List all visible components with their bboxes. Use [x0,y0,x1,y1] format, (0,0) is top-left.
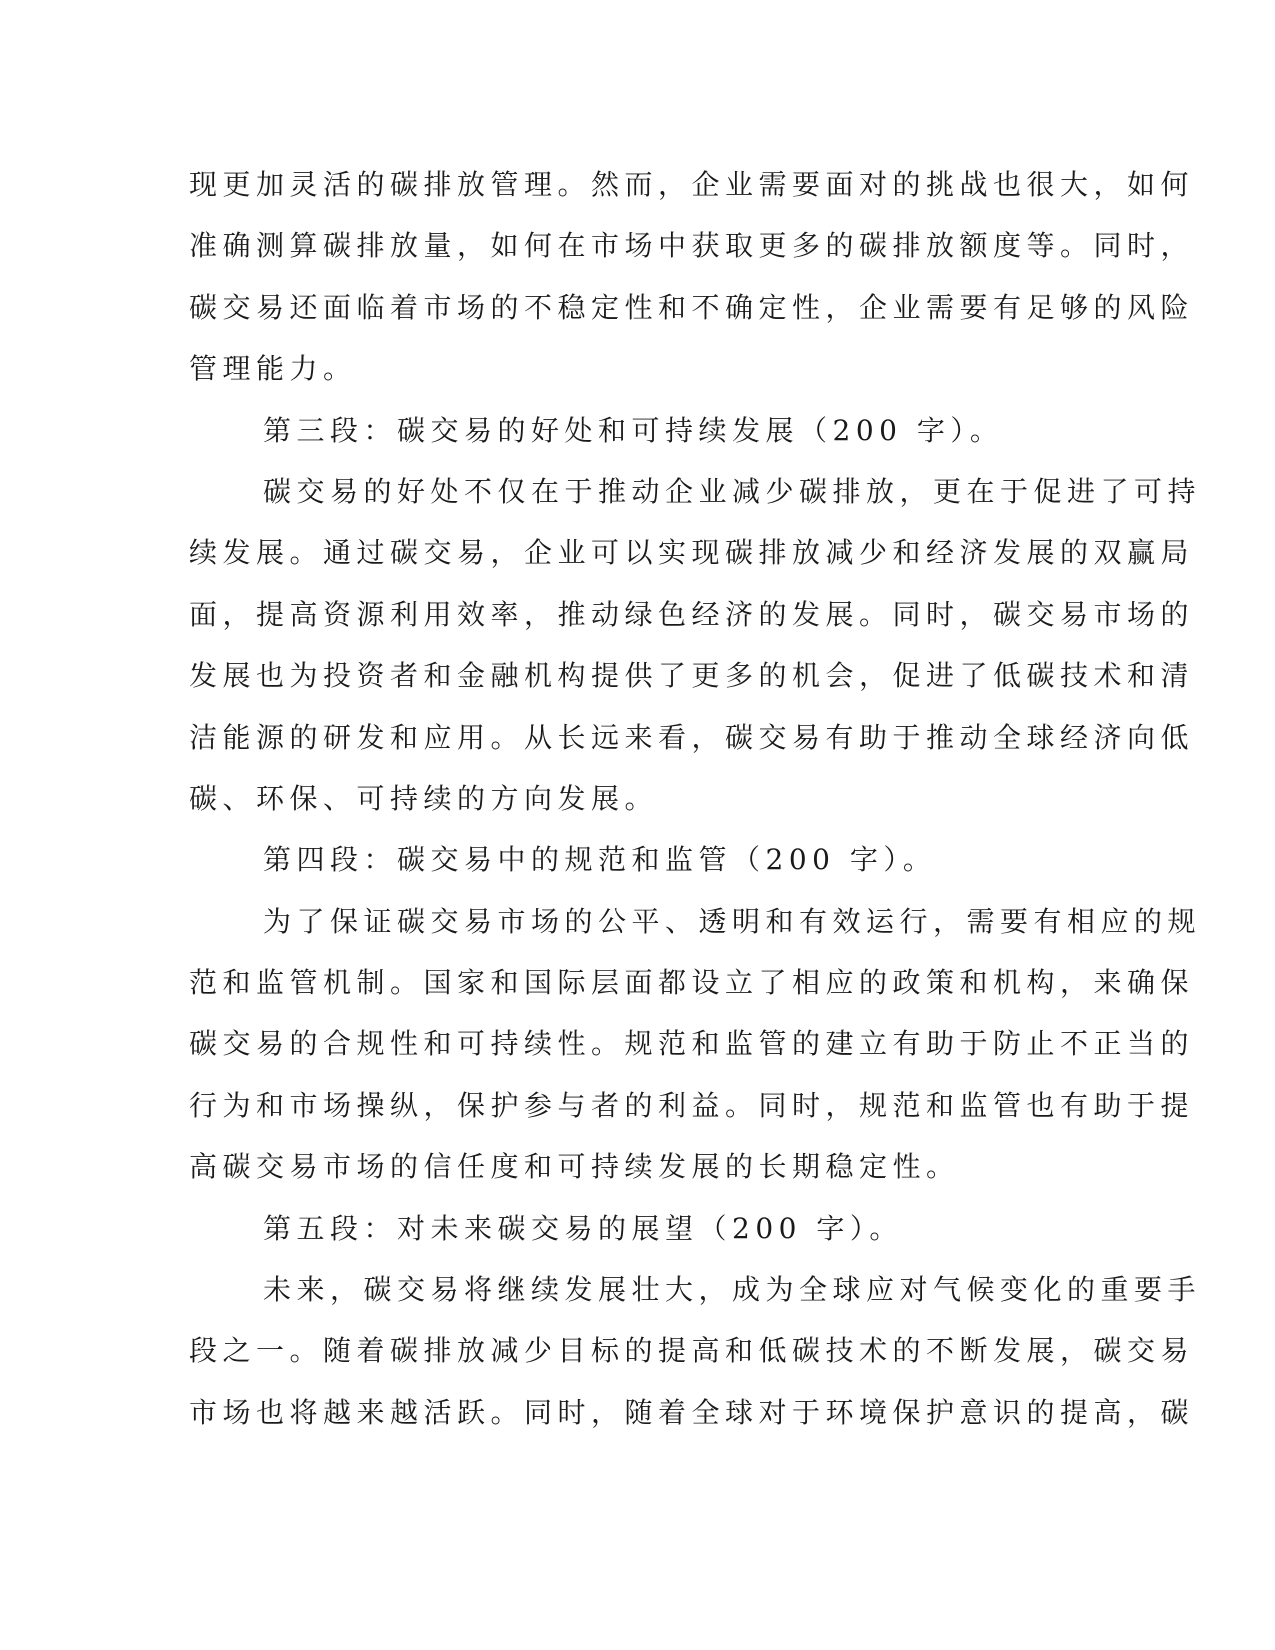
text-line: 未来，碳交易将继续发展壮大，成为全球应对气候变化的重要手 [263,1273,1202,1307]
text-line: 碳交易的好处不仅在于推动企业减少碳排放，更在于促进了可持 [263,474,1202,508]
text-line: 现更加灵活的碳排放管理。然而，企业需要面对的挑战也很大，如何 [189,168,1195,201]
text-line: 续发展。通过碳交易，企业可以实现碳排放减少和经济发展的双赢局 [189,536,1195,570]
text-line: 范和监管机制。国家和国际层面都设立了相应的政策和机构，来确保 [189,966,1195,1000]
document-body [189,154,1202,1443]
text-line: 洁能源的研发和应用。从长远来看，碳交易有助于推动全球经济向低 [189,720,1195,754]
text-line: 市场也将越来越活跃。同时，随着全球对于环境保护意识的提高，碳 [189,1395,1195,1429]
text-line: 行为和市场操纵，保护参与者的利益。同时，规范和监管也有助于提 [189,1088,1195,1122]
section-heading: 第三段：碳交易的好处和可持续发展（200 字）。 [263,413,1004,447]
section-heading: 第五段：对未来碳交易的展望（200 字）。 [263,1211,903,1245]
text-line: 碳交易还面临着市场的不稳定性和不确定性，企业需要有足够的风险 [189,290,1195,324]
text-line: 高碳交易市场的信任度和可持续发展的长期稳定性。 [189,1150,960,1184]
text-line: 管理能力。 [189,352,357,386]
text-line: 面，提高资源利用效率，推动绿色经济的发展。同时，碳交易市场的 [189,597,1195,631]
section-heading: 第四段：碳交易中的规范和监管（200 字）。 [263,843,937,877]
text-line: 碳、环保、可持续的方向发展。 [189,781,659,815]
text-line: 为了保证碳交易市场的公平、透明和有效运行，需要有相应的规 [263,904,1202,938]
text-line: 准确测算碳排放量，如何在市场中获取更多的碳排放额度等。同时， [189,229,1195,263]
text-line: 段之一。随着碳排放减少目标的提高和低碳技术的不断发展，碳交易 [189,1334,1195,1368]
text-line: 碳交易的合规性和可持续性。规范和监管的建立有助于防止不正当的 [189,1027,1195,1061]
text-line: 发展也为投资者和金融机构提供了更多的机会，促进了低碳技术和清 [189,659,1195,693]
